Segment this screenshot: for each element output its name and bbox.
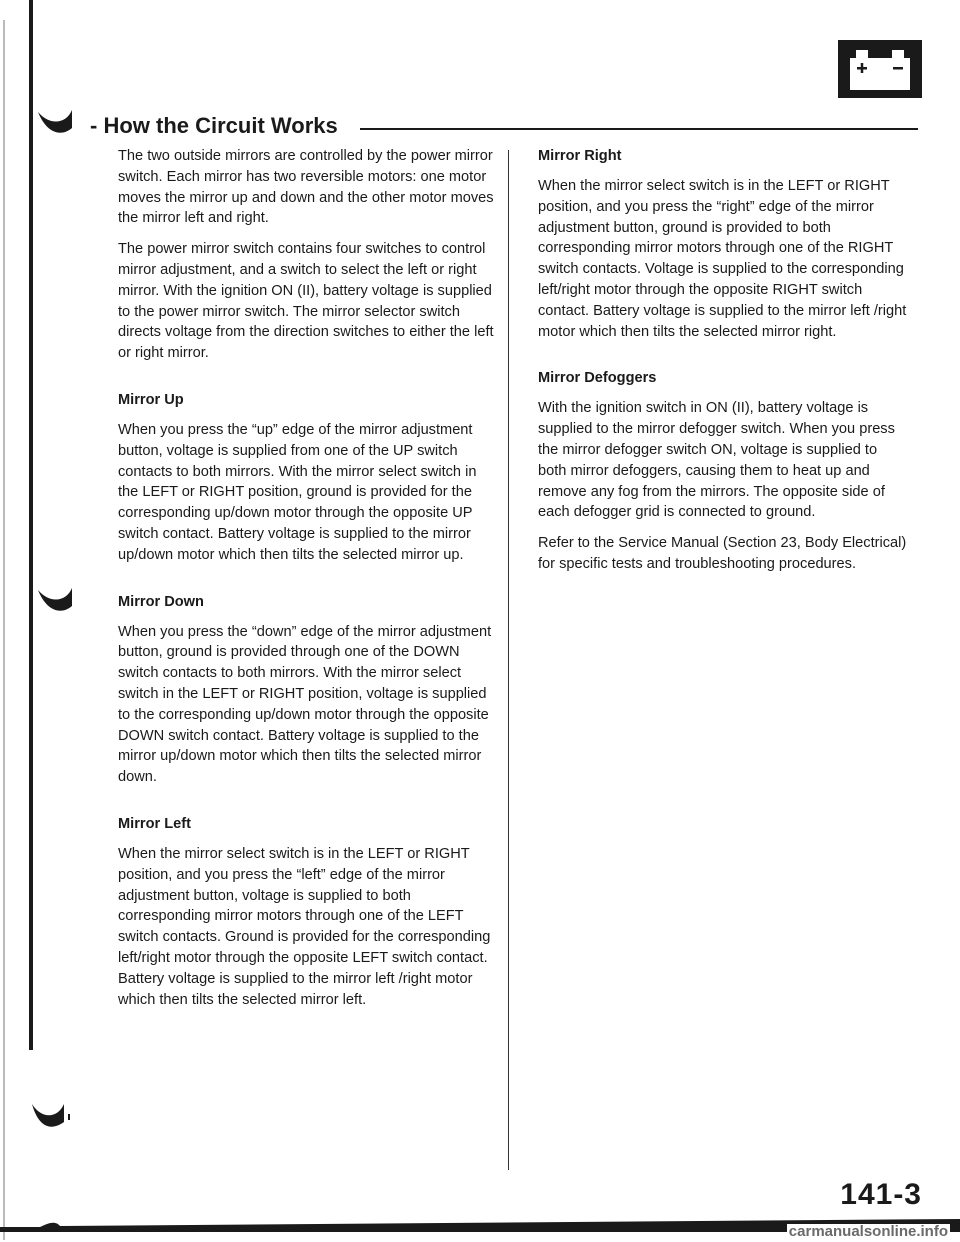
left-paragraph: The two outside mirrors are controlled by the power mirror switch. Each mirror has two reversible motors: one motor moves the mirror up and down and the other motor moves the mirror left and right. [118, 148, 494, 227]
left-paragraph: When you press the “down” edge of the mirror adjustment button, ground is provided through one of the DOWN switch contacts to both mirrors. With the mirror select switch in the LEFT or RIGHT position, voltage is supplied to the corresponding up/down motor through the opposite DOWN switch contact. Battery voltage is supplied to the mirror up/down motor which then tilts the selected mirror down. [118, 623, 492, 786]
page-edge-line [3, 20, 5, 1240]
hole-punch-mark-icon [30, 1100, 70, 1134]
right-column [538, 146, 908, 585]
hole-punch-mark-icon [36, 106, 76, 140]
binder-line [29, 0, 33, 1050]
left-paragraph: The power mirror switch contains four switches to control mirror adjustment, and a switch to select the left or right mirror. With the ignition ON (II), battery voltage is supplied to the power mirror switch. The mirror selector switch directs voltage from the direction switches to either the left or right mirror. [118, 241, 494, 362]
right-subheading: Mirror Right [538, 148, 622, 164]
header-rule [360, 128, 918, 130]
right-paragraph: With the ignition switch in ON (II), battery voltage is supplied to the mirror defogger switch. When you press the mirror defogger switch ON, voltage is supplied to both mirror defoggers, causing them to heat up and remove any fog from the mirrors. The opposite side of each defogger grid is connected to ground. [538, 400, 895, 521]
left-subheading: Mirror Up [118, 391, 184, 408]
right-paragraph: Refer to the Service Manual (Section 23, Body Electrical) for specific tests and troubleshooting procedures. [538, 535, 907, 572]
left-paragraph: When you press the “up” edge of the mirror adjustment button, voltage is supplied from one of the UP switch contacts to both mirrors. With the mirror select switch in the LEFT or RIGHT position, ground is provided for the corresponding up/down motor through the opposite UP switch contact. Battery voltage is supplied to the mirror up/down motor which then tilts the selected mirror up. [118, 421, 477, 563]
column-divider [508, 150, 509, 1170]
left-subheading: Mirror Left [118, 815, 191, 832]
battery-icon [838, 40, 922, 98]
section-title: - How the Circuit Works [90, 112, 350, 140]
left-paragraph: When the mirror select switch is in the LEFT or RIGHT position, and you press the “left” edge of the mirror adjustment button, voltage is supplied to both corresponding mirror motors through one of the LEFT switch contacts. Ground is provided for the corresponding left/right motor through the opposite LEFT switch contact. Battery voltage is supplied to the mirror left /right motor which then tilts the selected mirror left. [118, 845, 491, 1008]
section-header [90, 112, 918, 146]
right-subheading: Mirror Defoggers [538, 370, 657, 387]
left-subheading: Mirror Down [118, 593, 204, 610]
page-number: 141-3 [840, 1178, 922, 1211]
left-column [118, 146, 494, 1020]
hole-punch-mark-icon [36, 584, 76, 618]
watermark: carmanualsonline.info [788, 1223, 948, 1240]
right-paragraph: When the mirror select switch is in the LEFT or RIGHT position, and you press the “right” edge of the mirror adjustment button, ground is provided to both corresponding mirror motors through one of the RIGHT switch contacts. Voltage is supplied to the corresponding left/right motor through the opposite RIGHT switch contact. Battery voltage is supplied to the mirror left /right motor which then tilts the selected mirror right. [538, 178, 907, 340]
